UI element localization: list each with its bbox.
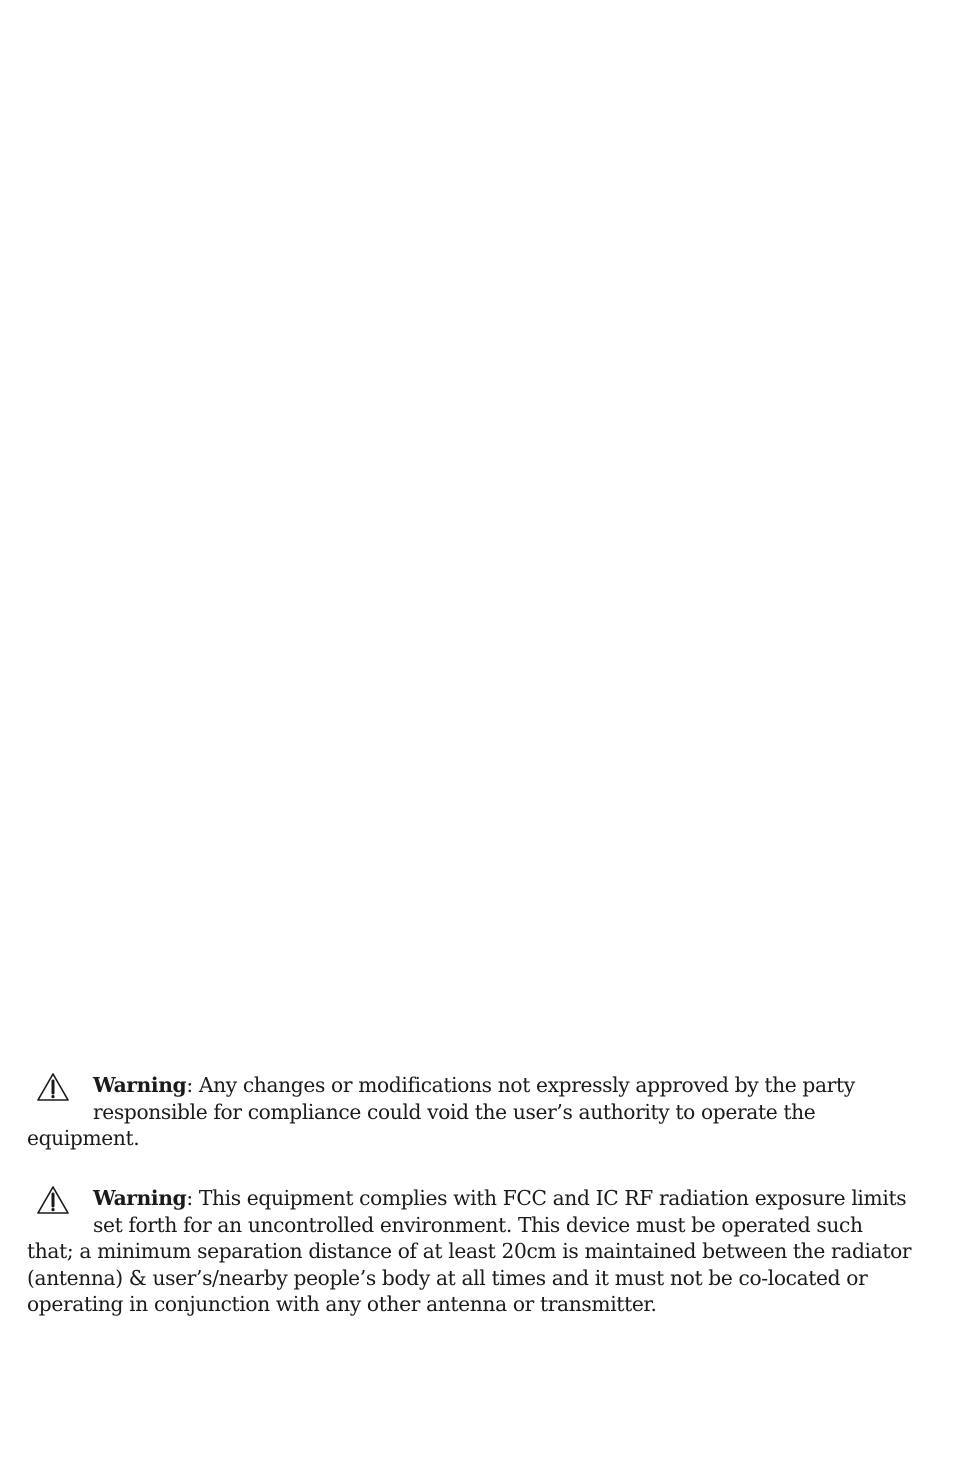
warning-text: responsible for compliance could void the user’s authority to operate the bbox=[93, 1099, 816, 1124]
warning-text: : Any changes or modifications not expressly approved by the party bbox=[186, 1073, 855, 1097]
warning-block-modifications bbox=[27, 1072, 907, 1152]
warning-text: equipment. bbox=[27, 1126, 140, 1150]
warning-block-rf-exposure bbox=[27, 1185, 912, 1318]
warning-label: Warning bbox=[93, 1073, 187, 1097]
warning-line bbox=[27, 1185, 907, 1212]
warning-text: set forth for an uncontrolled environment. This device must be operated such bbox=[93, 1212, 863, 1237]
warning-triangle-icon bbox=[36, 1072, 70, 1102]
warning-text: that; a minimum separation distance of at least 20cm is maintained between the radiator bbox=[27, 1239, 912, 1263]
warning-line bbox=[27, 1072, 907, 1099]
warning-triangle-icon bbox=[36, 1185, 70, 1215]
warning-text: (antenna) & user’s/nearby people’s body at all times and it must not be co-located or bbox=[27, 1265, 868, 1290]
warning-label: Warning bbox=[93, 1186, 187, 1210]
warning-text: : This equipment complies with FCC and IC RF radiation exposure limits bbox=[186, 1186, 907, 1210]
warning-text: operating in conjunction with any other antenna or transmitter. bbox=[27, 1292, 657, 1316]
